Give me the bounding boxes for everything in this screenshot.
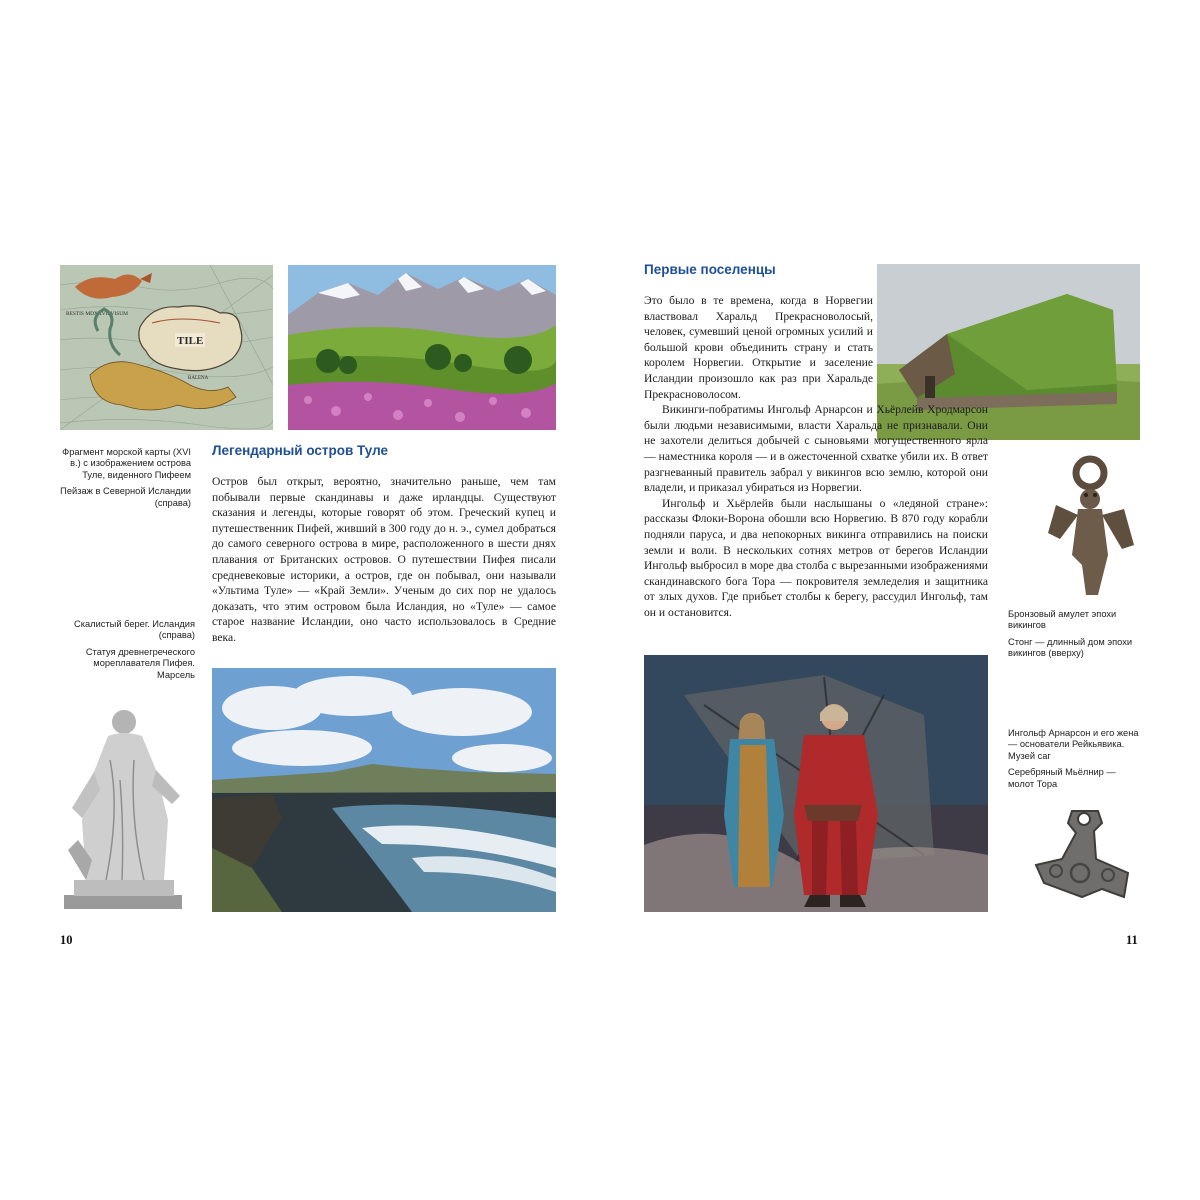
left-top-captions [60, 447, 191, 514]
coast-caption: Скалистый берег. Исландия (справа) [73, 619, 195, 641]
amulet-caption: Бронзовый амулет эпохи викингов [1008, 609, 1117, 631]
section-heading-settlers: Первые поселенцы [644, 262, 776, 277]
settlers-text-block [644, 293, 988, 620]
map-caption: Фрагмент морской карты (XVI в.) с изображением острова Туле, виденного Пифеем [62, 447, 191, 480]
statue-caption: Статуя древнегреческого мореплавателя Пифея. Марсель [85, 646, 195, 680]
rocky-coast-image [212, 668, 556, 912]
mjolnir-caption: Серебряный Мьёлнир — молот Тора [1008, 767, 1116, 789]
paragraph: Это было в те времена, когда в Норвегии властвовал Харальд Прекрасноволосый, человек, сумевший ценой огромных усилий и большой крови объединить страну и стать королем Норвегии. Открытие и заселение Исландии произошло как раз при Харальде Прекрасноволосом. [644, 294, 873, 401]
map-balena-label: BALENA [188, 376, 209, 381]
map-date-label: RESTIS MDXXVII VISUM [66, 311, 128, 317]
right-captions-top [1008, 609, 1140, 665]
paragraph: Остров был открыт, вероятно, значительно раньше, чем там побывали первые скандинавы и даже ирландцы. Существуют сказания и легенды, которые говорят об этом. Греческий купец и путешественник Пифей, живший в 300 году до н. э., сумел добраться до самого северного острова в мире, расположенного в шести днях плавания от Британских островов. О путешествии Пифея писали средневековые историки, а остров, где он побывал, они называли «Ультима Туле» — «Край Земли». Ученым до сих пор не удалось доказать, что этим островом была Исландия, но «Туле» — самое старое название Исландии, оно часто использовалось в Средние века. [212, 475, 556, 644]
longhouse-caption: Стонг — длинный дом эпохи викингов (вверху) [1008, 636, 1133, 659]
pytheas-statue-image [60, 700, 188, 912]
silver-mjolnir-image [1032, 803, 1138, 907]
left-bottom-captions [60, 619, 195, 686]
landscape-caption: Пейзаж в Северной Исландии (справа) [60, 486, 191, 508]
north-iceland-landscape-image [288, 265, 556, 430]
paragraph: Ингольф и Хьёрлейв были наслышаны о «ледяной стране»: рассказы Флоки-Ворона обошли всю Норвегию. В 870 году корабли подняли паруса, и два непокорных викинга отправились на поиски земли и воли. В нескольких сотнях метров от берегов Исландии Ингольф выбросил в море два столба с вырезанными изображениями скандинавского бога Тора — покровителя земледелия и защитника от злых духов. Где прибьет столбы к берегу, рассудил Ингольф, там он и остановится. [644, 496, 988, 619]
page-number-right: 11 [1126, 933, 1138, 947]
bronze-amulet-image [1038, 455, 1138, 605]
thule-text-block [212, 474, 556, 646]
map-tile-label: TILE [177, 335, 204, 347]
right-captions-bottom [1008, 728, 1140, 795]
saga-museum-couple-image [644, 655, 988, 912]
page-number-left: 10 [60, 933, 73, 947]
couple-caption: Ингольф Арнарсон и его жена — основатели Рейкьявика. Музей саг [1008, 728, 1139, 761]
sea-map-image [60, 265, 273, 430]
paragraph: Викинги-побратимы Ингольф Арнарсон и Хьёрлейв Хродмарсон были людьми независимыми, власти Харальда не признавали. Они не захотели делиться добычей с сыновьями могущественного ярла — наместника короля — и в ожесточенной схватке убили их. В ответ разгневанный правитель забрал у викингов всю землю, которой они владели, и приказал убираться из Норвегии. [644, 403, 988, 495]
section-heading-thule: Легендарный остров Туле [212, 443, 389, 458]
